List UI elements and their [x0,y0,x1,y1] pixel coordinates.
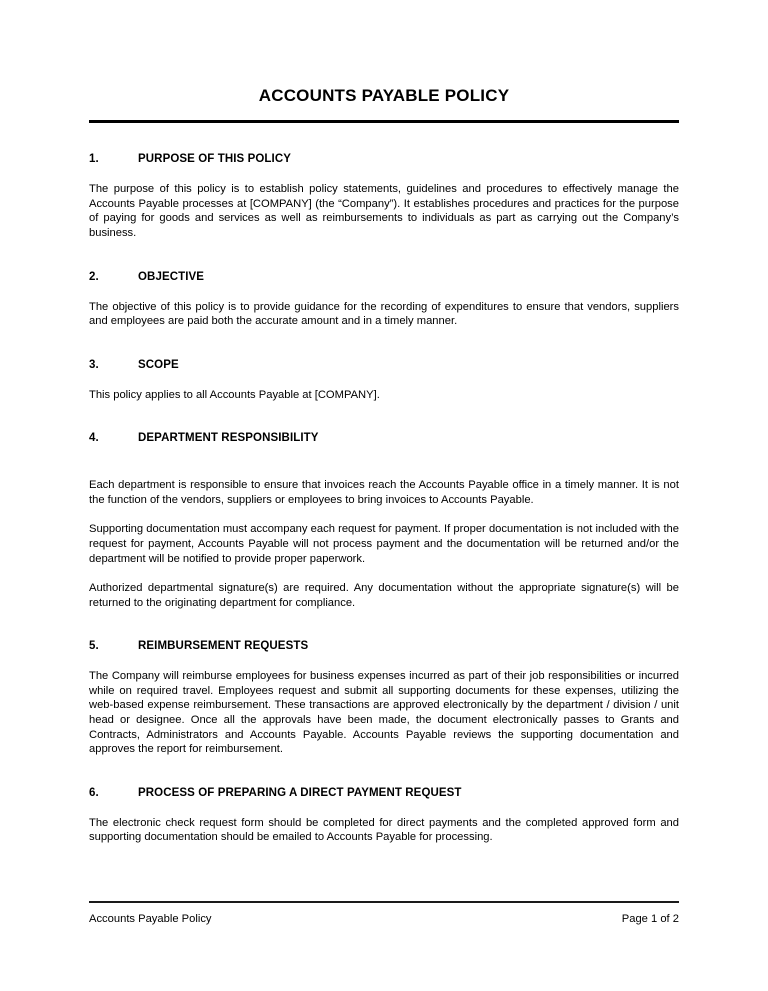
section-3-paragraph-1: This policy applies to all Accounts Payable at [COMPANY]. [89,388,380,401]
section-3-number: 3. [89,358,99,371]
section-2-paragraph-1: The objective of this policy is to provide guidance for the recording of expenditures to ensure that vendors, suppliers and employees are paid both the accurate amount and in a timely manner. [89,300,679,328]
section-4 [89,431,679,610]
section-2 [89,270,679,329]
section-6-number: 6. [89,786,99,799]
section-5-paragraph-1: The Company will reimburse employees for business expenses incurred as part of their job responsibilities or incurred while on required travel. Employees request and submit all supporting documents for these expenses, utilizing the web-based expense reimbursement. These transactions are approved electronically by the department / division / unit head or designee. Once all the approvals have been made, the document electronically passes to Grants and Contracts, Administrators and Accounts Payable. Accounts Payable reviews the supporting documentation and approves the report for reimbursement. [89,670,679,756]
section-5-title: REIMBURSEMENT REQUESTS [138,640,309,653]
section-4-paragraph-2: Supporting documentation must accompany each request for payment. If proper documentation is not included with the request for payment, Accounts Payable will not process payment and the documentation will be returned and/or the department will be notified to provide proper paperwork. [89,523,679,565]
section-6-paragraph-1: The electronic check request form should be completed for direct payments and the completed approved form and supporting documentation should be emailed to Accounts Payable for processing. [89,816,679,844]
footer-page-number: Page 1 of 2 [621,912,679,925]
footer-divider [89,901,679,903]
footer-document-name: Accounts Payable Policy [89,912,212,925]
section-1-title: PURPOSE OF THIS POLICY [138,153,291,166]
section-4-title: DEPARTMENT RESPONSIBILITY [138,432,319,445]
page-footer [89,901,679,926]
section-4-heading [89,431,679,446]
section-4-paragraph-1: Each department is responsible to ensure that invoices reach the Accounts Payable office in a timely manner. It is not the function of the vendors, suppliers or employees to bring invoices to Accounts Payable. [89,479,679,506]
section-5-number: 5. [89,640,99,653]
section-3 [89,358,679,403]
section-2-title: OBJECTIVE [138,270,205,283]
section-6 [89,786,679,845]
section-3-heading [89,358,679,373]
section-5-heading [89,639,679,654]
title-divider [89,120,679,123]
section-4-paragraph-3: Authorized departmental signature(s) are required. Any documentation without the appropriate signature(s) will be returned to the originating department for compliance. [89,582,679,609]
section-4-number: 4. [89,432,99,445]
section-6-title: PROCESS OF PREPARING A DIRECT PAYMENT REQUEST [138,786,462,799]
section-3-title: SCOPE [138,358,179,371]
page-title: ACCOUNTS PAYABLE POLICY [258,86,510,105]
section-1-number: 1. [89,153,99,166]
section-1-paragraph-1: The purpose of this policy is to establish policy statements, guidelines and procedures to effectively manage the Accounts Payable processes at [COMPANY] (the “Company”). It establishes procedures and practices for the purpose of paying for goods and services as well as reimbursements to individuals as part as carrying out the Company’s business. [89,183,679,239]
section-1-heading [89,152,679,167]
section-6-heading [89,786,679,801]
section-2-number: 2. [89,270,99,283]
document-body [89,0,679,856]
section-5 [89,639,679,757]
footer-row [89,912,679,926]
section-2-heading [89,270,679,285]
section-1 [89,152,679,240]
